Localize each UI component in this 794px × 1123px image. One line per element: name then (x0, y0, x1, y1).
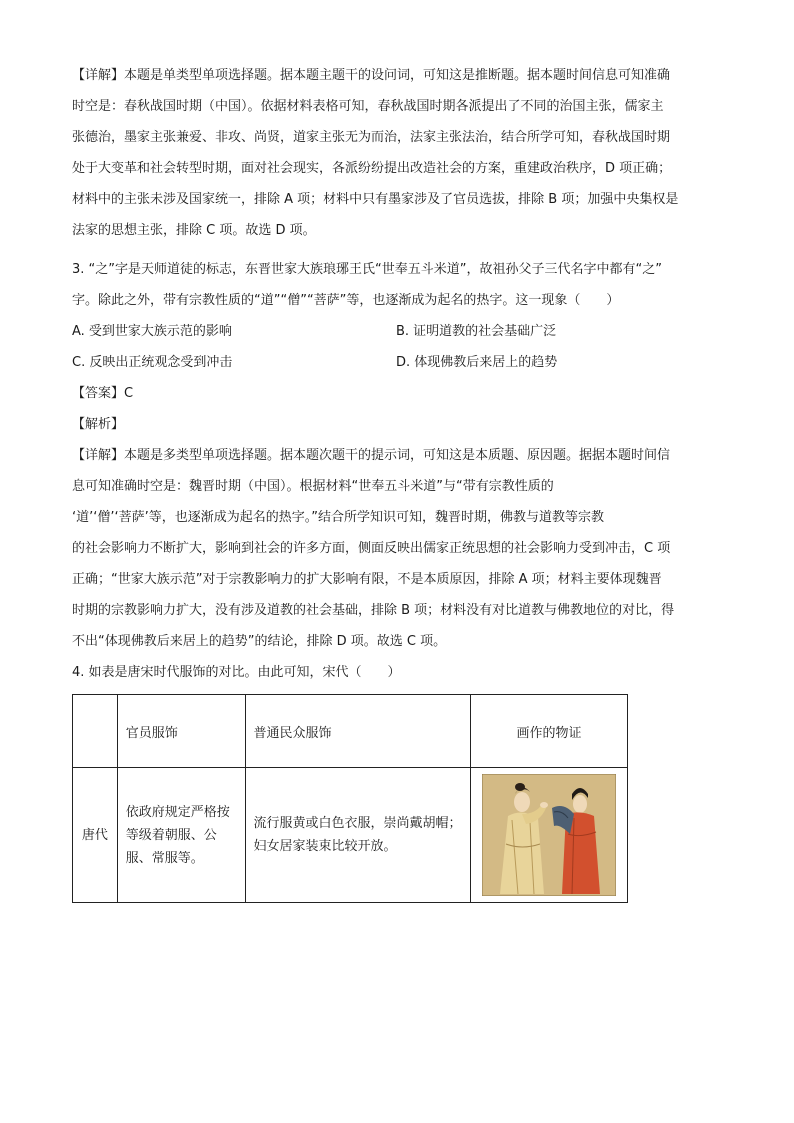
detail-line: 【详解】本题是多类型单项选择题。据本题次题干的提示词，可知这是本质题、原因题。据据本题时间信 (72, 448, 671, 463)
option-b[interactable]: B. 证明道教的社会基础广泛 (396, 324, 557, 339)
table-header-cell (73, 695, 118, 768)
official-attire-cell: 依政府规定严格按等级着朝服、公服、常服等。 (117, 768, 245, 903)
table-header-cell: 普通民众服饰 (245, 695, 471, 768)
detail-line: 正确；“世家大族示范”对于宗教影响力的扩大影响有限，不是本质原因，排除 A 项；材料主要体现魏晋 (72, 572, 662, 587)
answer-label: 【答案】C (72, 386, 134, 401)
detail-line: 时空是：春秋战国时期（中国）。依据材料表格可知，春秋战国时期各派提出了不同的治国主张，儒家主 (72, 99, 664, 114)
option-d[interactable]: D. 体现佛教后来居上的趋势 (396, 355, 558, 370)
option-a[interactable]: A. 受到世家大族示范的影响 (72, 324, 232, 339)
detail-line: 的社会影响力不断扩大，影响到社会的许多方面，侧面反映出儒家正统思想的社会影响力受到冲击，C 项 (72, 541, 671, 556)
detail-line: 【详解】本题是单类型单项选择题。据本题主题干的设问词，可知这是推断题。据本题时间信息可知准确 (72, 68, 671, 83)
question-stem: 4. 如表是唐宋时代服饰的对比。由此可知，宋代（ ） (72, 665, 401, 680)
detail-line: ‘道’‘僧’‘菩萨’等，也逐渐成为起名的热字。”结合所学知识可知，魏晋时期，佛教与道教等宗教 (72, 510, 605, 525)
question-stem-line: 字。除此之外，带有宗教性质的“道”“僧”“菩萨”等，也逐渐成为起名的热字。这一现象（ ） (72, 293, 620, 308)
detail-line: 材料中的主张未涉及国家统一，排除 A 项；材料中只有墨家涉及了官员选拔，排除 B 项；加强中央集权是 (72, 192, 679, 207)
detail-block-q2 (72, 60, 722, 246)
detail-line: 法家的思想主张，排除 C 项。故选 D 项。 (72, 223, 316, 238)
detail-line: 时期的宗教影响力扩大，没有涉及道教的社会基础，排除 B 项；材料没有对比道教与佛教地位的对比，得 (72, 603, 675, 618)
detail-line: 不出“体现佛教后来居上的趋势”的结论，排除 D 项。故选 C 项。 (72, 634, 447, 649)
painting-cell (471, 768, 628, 903)
table-header-cell: 官员服饰 (117, 695, 245, 768)
question-3 (72, 254, 722, 657)
options-grid (72, 316, 722, 378)
detail-line: 处于大变革和社会转型时期，面对社会现实，各派纷纷提出改造社会的方案，重建政治秩序，D 项正确； (72, 161, 672, 176)
question-stem-line: 3. “之”字是天师道徒的标志，东晋世家大族琅琊王氏“世奉五斗米道”，故祖孙父子三代名字中都有“之” (72, 262, 662, 277)
option-c[interactable]: C. 反映出正统观念受到冲击 (72, 355, 233, 370)
detail-line: 息可知准确时空是：魏晋时期（中国）。根据材料“世奉五斗米道”与“带有宗教性质的 (72, 479, 554, 494)
table-header-cell: 画作的物证 (471, 695, 628, 768)
tang-painting-image (482, 774, 616, 896)
analysis-label: 【解析】 (72, 417, 125, 432)
table-row (73, 768, 628, 903)
table-header-row (73, 695, 628, 768)
question-4 (72, 657, 722, 903)
era-cell: 唐代 (73, 768, 118, 903)
detail-line: 张德治，墨家主张兼爱、非攻、尚贤，道家主张无为而治，法家主张法治，结合所学可知，春秋战国时期 (72, 130, 671, 145)
common-attire-cell: 流行服黄或白色衣服，崇尚戴胡帽；妇女居家装束比较开放。 (245, 768, 471, 903)
comparison-table (72, 694, 628, 903)
page-content (72, 60, 722, 903)
